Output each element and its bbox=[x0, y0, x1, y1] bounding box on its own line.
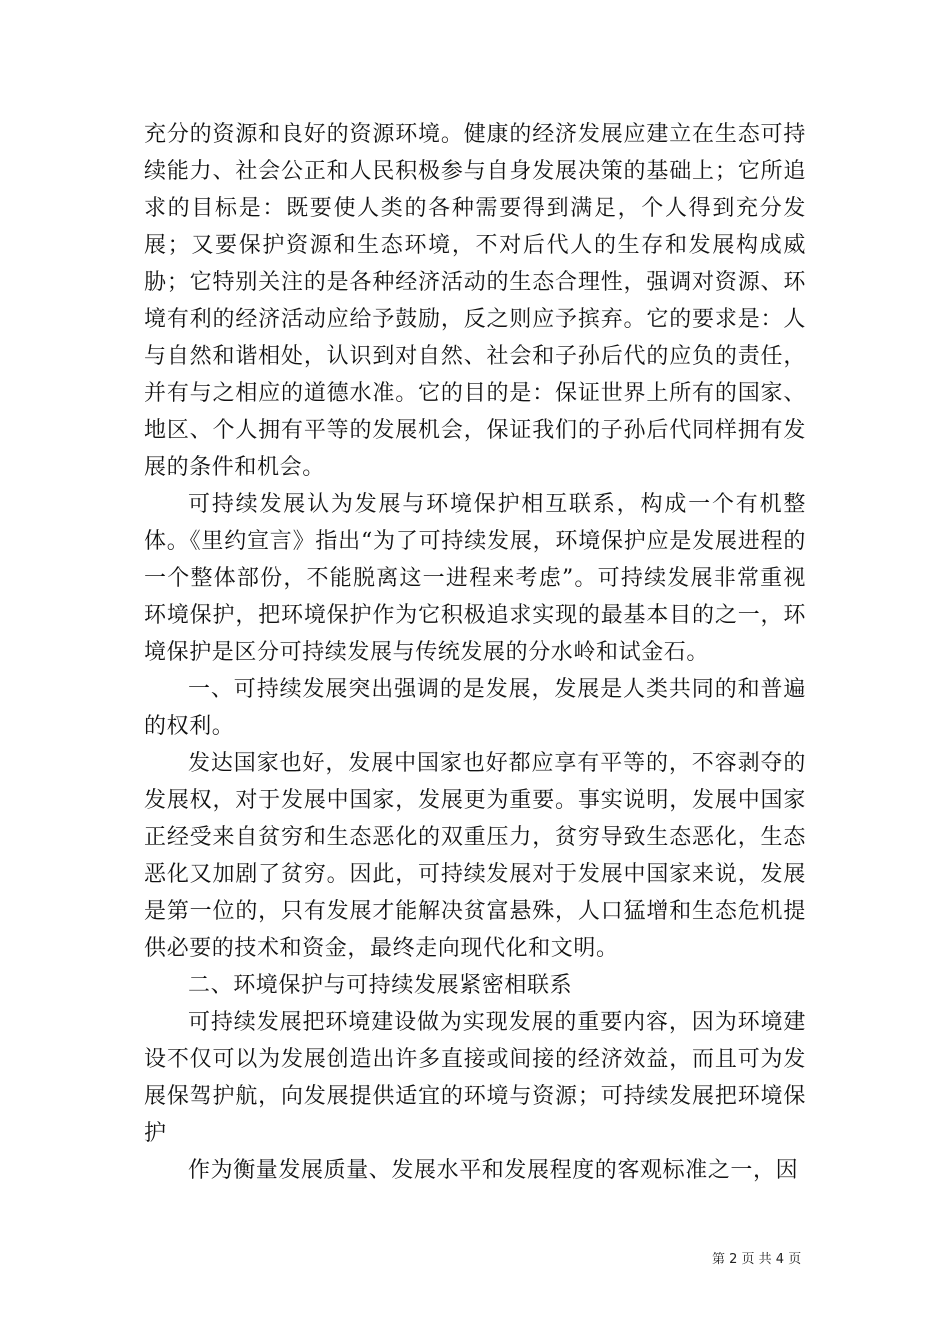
section-heading-2: 二、环境保护与可持续发展紧密相联系 bbox=[188, 973, 573, 998]
section-heading-1: 一、可持续发展突出强调的是发展，发展是人类共同的和普遍的权利。 bbox=[144, 677, 806, 739]
paragraph-3: 发达国家也好，发展中国家也好都应享有平等的，不容剥夺的发展权，对于发展中国家，发展更为重要。事实说明，发展中国家正经受来自贫穷和生态恶化的双重压力，贫穷导致生态恶化，生态恶化又加剧了贫穷。因此，可持续发展对于发展中国家来说，发展是第一位的，只有发展才能解决贫富悬殊，人口猛增和生态危机提供必要的技术和资金，最终走向现代化和文明。 bbox=[144, 751, 806, 961]
page-number-footer: 第 2 页 共 4 页 bbox=[712, 1252, 802, 1267]
paragraph-5: 作为衡量发展质量、发展水平和发展程度的客观标准之一，因 bbox=[188, 1158, 799, 1183]
paragraph-4: 可持续发展把环境建设做为实现发展的重要内容，因为环境建设不仅可以为发展创造出许多直接或间接的经济效益，而且可为发展保驾护航，向发展提供适宜的环境与资源；可持续发展把环境保护 bbox=[144, 1010, 806, 1146]
paragraph-1: 充分的资源和良好的资源环境。健康的经济发展应建立在生态可持续能力、社会公正和人民积极参与自身发展决策的基础上；它所追求的目标是：既要使人类的各种需要得到满足，个人得到充分发展；又要保护资源和生态环境，不对后代人的生存和发展构成威胁；它特别关注的是各种经济活动的生态合理性，强调对资源、环境有利的经济活动应给予鼓励，反之则应予摈弃。它的要求是：人与自然和谐相处，认识到对自然、社会和子孙后代的应负的责任，并有与之相应的道德水准。它的目的是：保证世界上所有的国家、地区、个人拥有平等的发展机会，保证我们的子孙后代同样拥有发展的条件和机会。 bbox=[144, 122, 806, 480]
paragraph-2: 可持续发展认为发展与环境保护相互联系，构成一个有机整体。《里约宣言》指出“为了可持续发展，环境保护应是发展进程的一个整体部份，不能脱离这一进程来考虑”。可持续发展非常重视环境保护，把环境保护作为它积极追求实现的最基本目的之一，环境保护是区分可持续发展与传统发展的分水岭和试金石。 bbox=[144, 492, 806, 665]
body-text bbox=[144, 116, 806, 1189]
